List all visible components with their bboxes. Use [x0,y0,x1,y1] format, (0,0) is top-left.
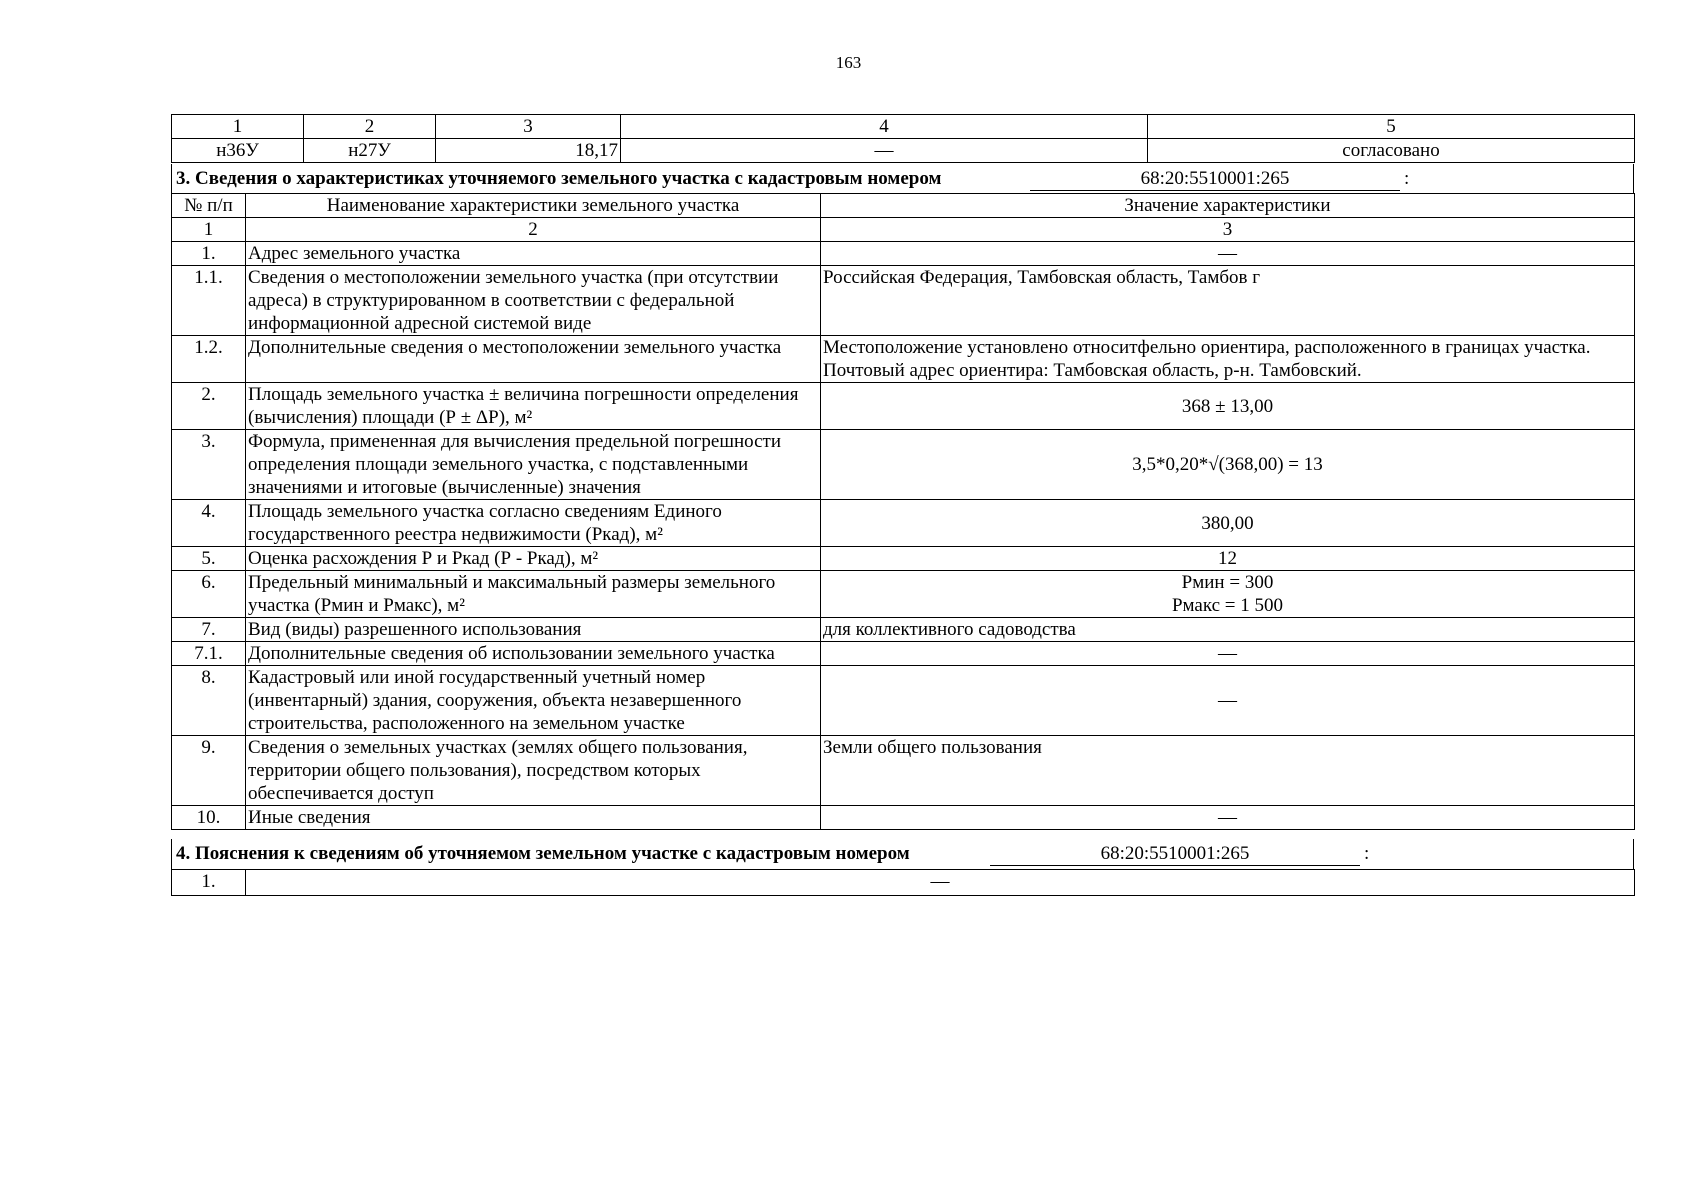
row-value [821,571,1635,618]
row-value: — [821,642,1635,666]
explanations-table [171,869,1635,896]
point-from: н36У [172,139,304,163]
table-row [172,666,1635,736]
row-name: Оценка расхождения Р и Ркад (Р - Ркад), м² [246,547,821,571]
col-header: 5 [1148,115,1635,139]
row-number: 7. [172,618,246,642]
col-number: 3 [821,218,1635,242]
table-row [172,547,1635,571]
table-row [172,242,1635,266]
col-header-value: Значение характеристики [821,194,1635,218]
table-row [172,736,1635,806]
row-value: Российская Федерация, Тамбовская область, Тамбов г [821,266,1635,336]
column-number-row [172,218,1635,242]
row-number: 1.2. [172,336,246,383]
table-row [172,870,1635,896]
table-row [172,383,1635,430]
table-row [172,571,1635,618]
col-header: 3 [436,115,621,139]
row-name: Дополнительные сведения об использовании земельного участка [246,642,821,666]
row-name: Предельный минимальный и максимальный размеры земельного участка (Рмин и Рмакс), м² [246,571,821,618]
row-number: 1.1. [172,266,246,336]
table-row [172,139,1635,163]
row-value: 368 ± 13,00 [821,383,1635,430]
table-row [172,642,1635,666]
row-number: 1. [172,242,246,266]
cadastral-number: 68:20:5510001:265 [1030,167,1400,191]
table-header-row [172,115,1635,139]
row-number: 10. [172,806,246,830]
table-header-row [172,194,1635,218]
row-number: 2. [172,383,246,430]
row-name: Кадастровый или иной государственный учетный номер (инвентарный) здания, сооружения, объекта незавершенного строительства, расположенного на земельном участке [246,666,821,736]
row-value: Местоположение установлено относитфельно ориентира, расположенного в границах участка. Почтовый адрес ориентира: Тамбовская область, р-н. Тамбовский. [821,336,1635,383]
row-name: Иные сведения [246,806,821,830]
page-number: 163 [835,53,862,72]
max-size-value: Рмакс = 1 500 [1171,595,1284,616]
table-row [172,266,1635,336]
row-number: 8. [172,666,246,736]
row-value: для коллективного садоводства [821,618,1635,642]
distance-value: 18,17 [436,139,621,163]
row-value: 3,5*0,20*√(368,00) = 13 [821,430,1635,500]
table-row [172,618,1635,642]
row-value: 12 [821,547,1635,571]
row-number: 9. [172,736,246,806]
row-number: 4. [172,500,246,547]
row-number: 1. [172,870,246,896]
col-header: 1 [172,115,304,139]
col-header: 4 [621,115,1148,139]
point-to: н27У [304,139,436,163]
row-number: 5. [172,547,246,571]
colon: : [1364,843,1370,864]
row-name: Адрес земельного участка [246,242,821,266]
row-number: 7.1. [172,642,246,666]
row-number: 6. [172,571,246,618]
min-size-value: Рмин = 300 [1181,572,1274,593]
section-4-heading [171,839,1634,869]
row-name: Вид (виды) разрешенного использования [246,618,821,642]
row-value: — [821,806,1635,830]
characteristics-table [171,193,1635,830]
col-header-name: Наименование характеристики земельного участка [246,194,821,218]
row-name: Площадь земельного участка согласно сведениям Единого государственного реестра недвижимости (Ркад), м² [246,500,821,547]
table-row [172,500,1635,547]
row-name: Сведения о местоположении земельного участка (при отсутствии адреса) в структурированном в соответствии с федеральной информационной адресной системой виде [246,266,821,336]
section-title: 4. Пояснения к сведениям об уточняемом земельном участке с кадастровым номером [176,843,910,864]
row-value: — [821,242,1635,266]
row-number: 3. [172,430,246,500]
status-value: согласовано [1148,139,1635,163]
row-name: Дополнительные сведения о местоположении земельного участка [246,336,821,383]
cadastral-number: 68:20:5510001:265 [990,842,1360,866]
table-row [172,430,1635,500]
col-header: 2 [304,115,436,139]
col-number: 2 [246,218,821,242]
row-value: Земли общего пользования [821,736,1635,806]
table-row [172,806,1635,830]
section-title: 3. Сведения о характеристиках уточняемого земельного участка с кадастровым номером [176,168,942,189]
row-value: — [821,666,1635,736]
row-name: Формула, примененная для вычисления предельной погрешности определения площади земельного участка, с подставленными значениями и итоговые (вычисленные) значения [246,430,821,500]
col-header-number: № п/п [172,194,246,218]
boundary-table [171,114,1635,163]
row-name: Площадь земельного участка ± величина погрешности определения (вычисления) площади (Р ± ΔР), м² [246,383,821,430]
description-value: — [621,139,1148,163]
row-value: — [246,870,1635,896]
colon: : [1404,168,1410,189]
section-3-heading [171,164,1634,194]
table-row [172,336,1635,383]
row-name: Сведения о земельных участках (землях общего пользования, территории общего пользования), посредством которых обеспечивается доступ [246,736,821,806]
col-number: 1 [172,218,246,242]
row-value: 380,00 [821,500,1635,547]
